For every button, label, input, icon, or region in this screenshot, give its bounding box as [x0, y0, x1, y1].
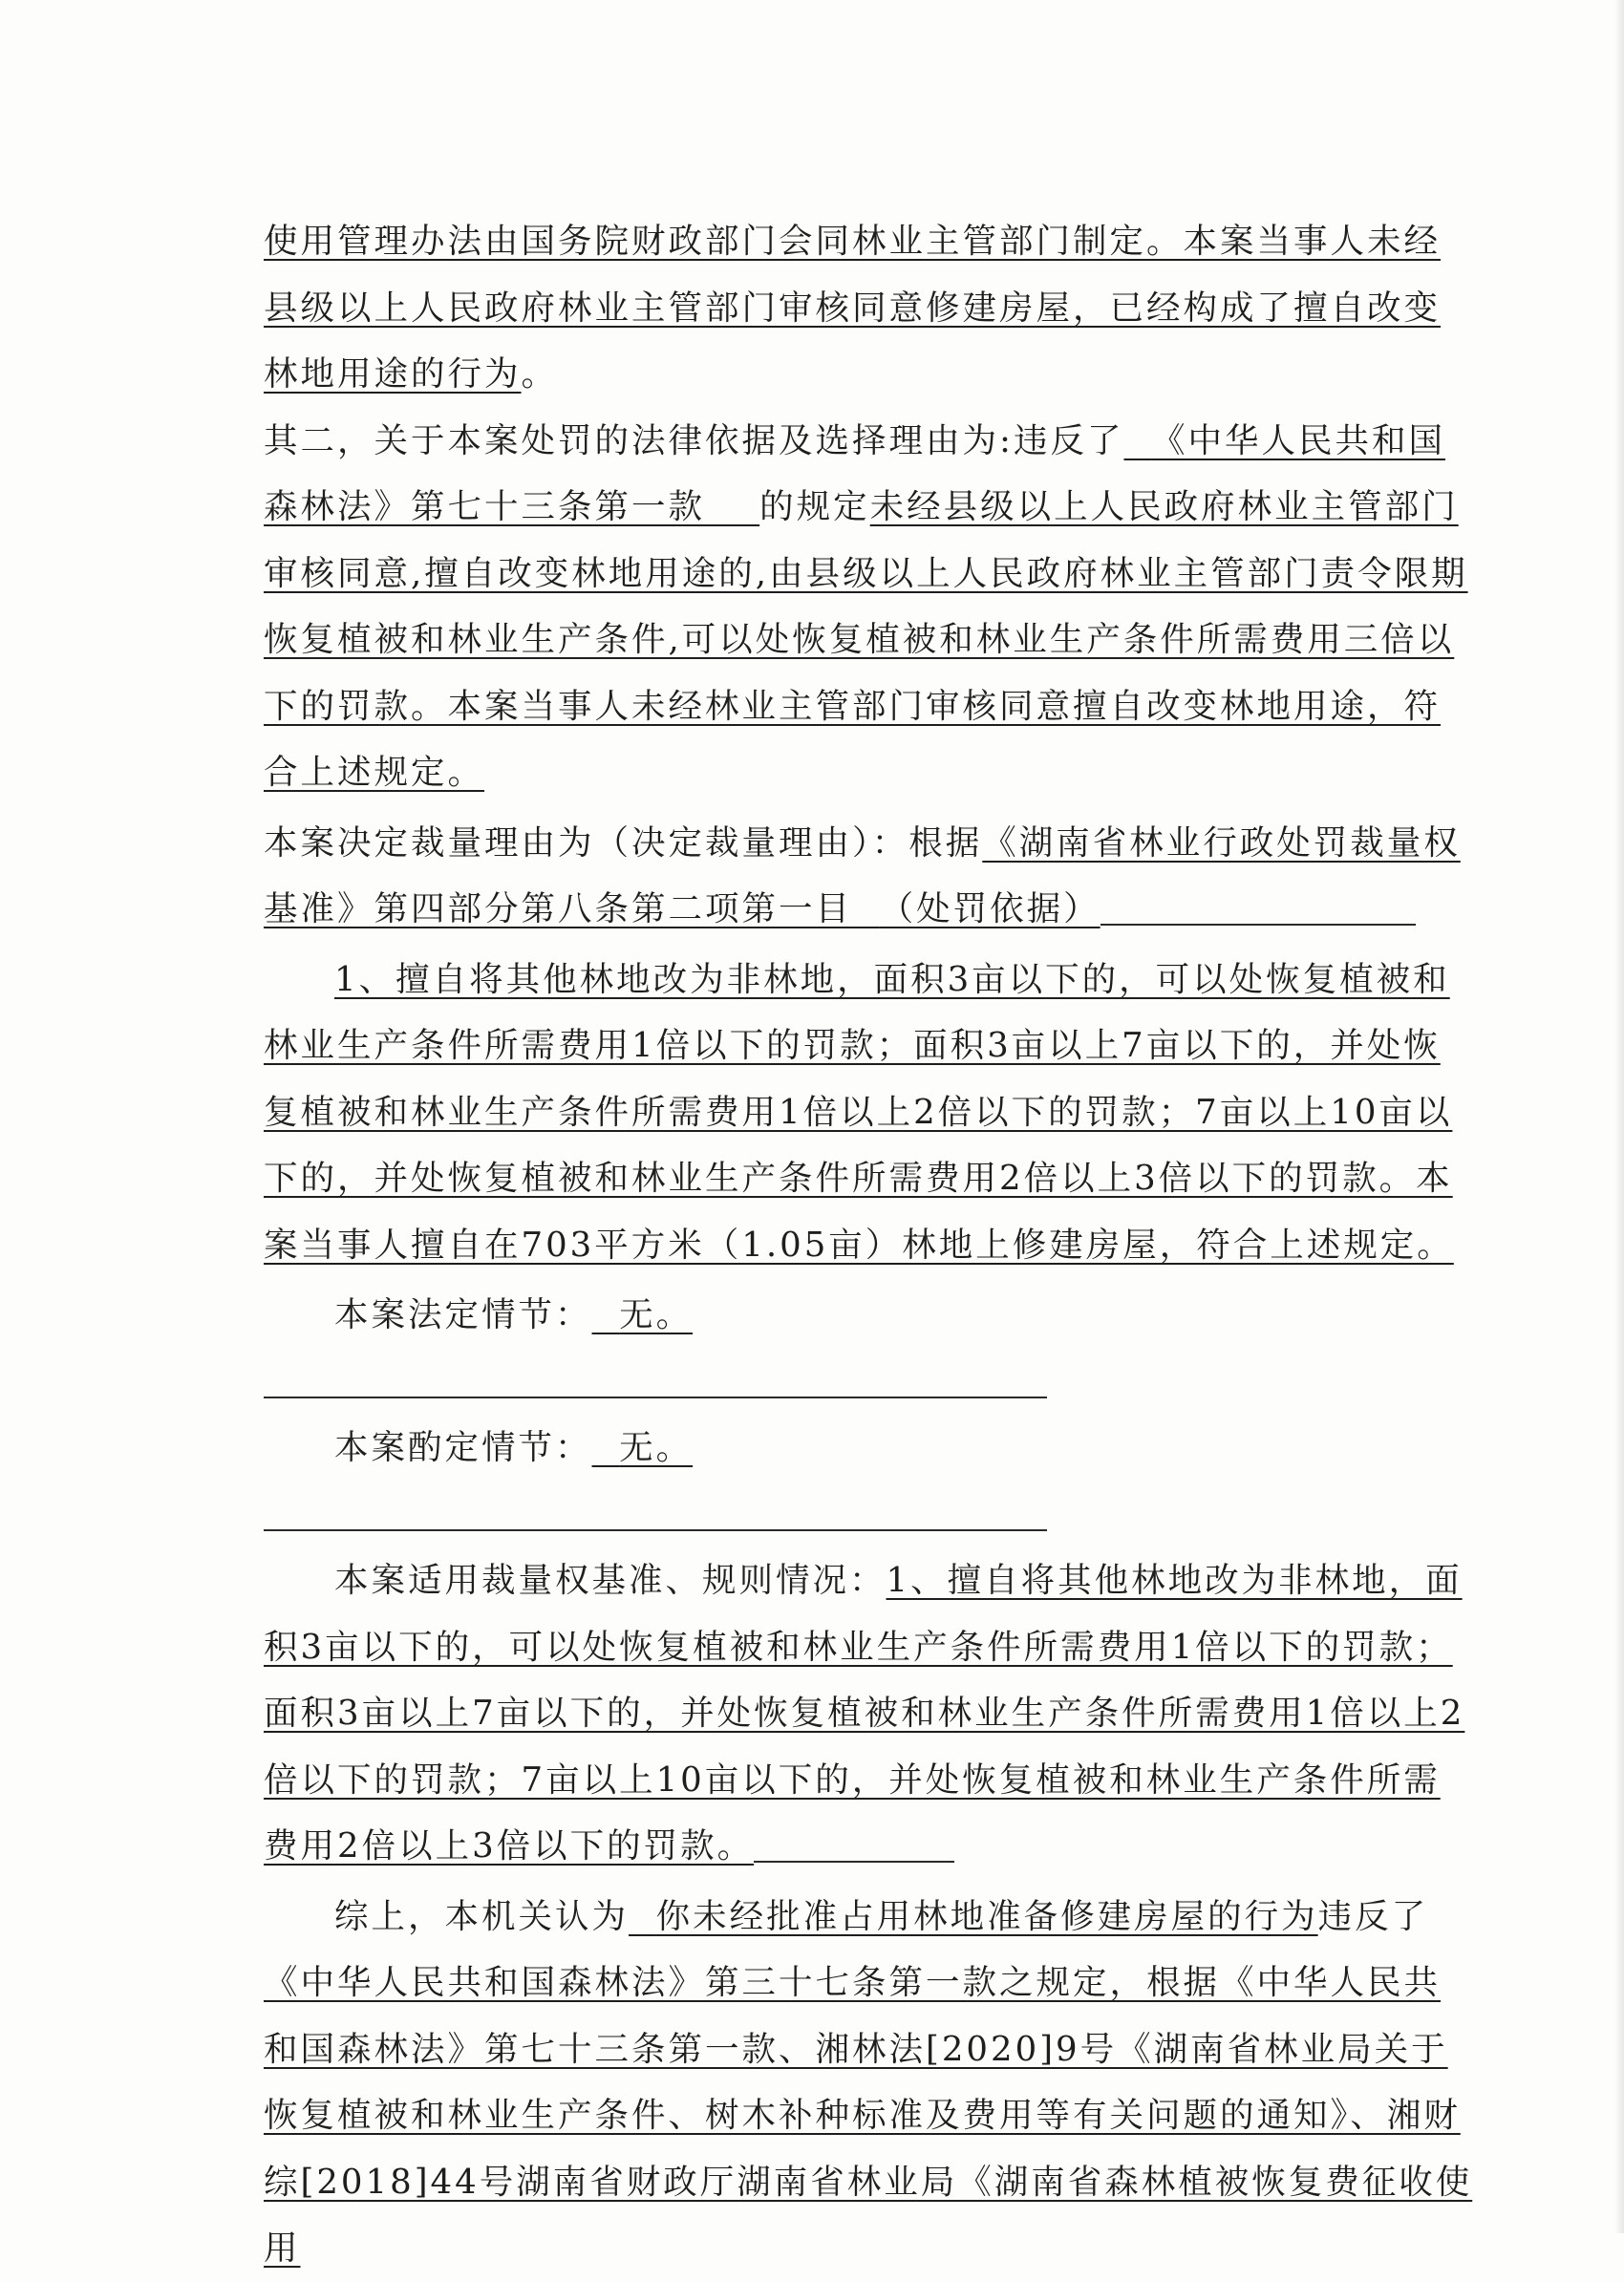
- paragraph-1-tail: 。: [521, 354, 559, 394]
- paragraph-8-legal-basis: 《中华人民共和国森林法》第三十七条第一款之规定，根据《中华人民共和国森林法》第七十三条第一款、湘林法[2020]9号《湖南省林业局关于恢复植被和林业生产条件、树木补种标准及费用等有关问题的通知》、湘财综[2018]44号湖南省财政厅湖南省林业局《湖南省森林植被恢复费征收使用: [264, 1963, 1473, 2268]
- paragraph-7: [264, 1547, 1475, 1880]
- paragraph-7-label: 本案适用裁量权基准、规则情况：: [334, 1561, 887, 1600]
- paragraph-3-basis-wrap: [852, 889, 1100, 928]
- paragraph-5-statutory: [264, 1282, 1475, 1415]
- paragraph-3-intro: 本案决定裁量理由为（决定裁量理由）：根据: [264, 822, 983, 863]
- paragraph-2-intro: 其二，关于本案处罚的法律依据及选择理由为:违反了: [264, 420, 1124, 460]
- paragraph-5-value-wrap: [592, 1295, 694, 1334]
- paragraph-3-basis: （处罚依据）: [879, 889, 1100, 928]
- paragraph-6-blank-line: [264, 1495, 1047, 1531]
- paragraph-3-standard-ref: 《湖南省林业行政处罚裁量权基准》第四部分第八条第二项第一目: [264, 822, 1461, 928]
- paragraph-6-value-wrap: [592, 1428, 694, 1467]
- paragraph-6-discretionary: [264, 1415, 1475, 1547]
- paragraph-5-blank-line: [264, 1362, 1047, 1398]
- paragraph-8: [264, 1884, 1475, 2282]
- paragraph-4: 1、擅自将其他林地改为非林地，面积3亩以下的，可以处恢复植被和林业生产条件所需费用1倍以下的罚款；面积3亩以上7亩以下的，并处恢复植被和林业生产条件所需费用1倍以上2倍以下的罚款；7亩以上10亩以下的，并处恢复植被和林业生产条件所需费用2倍以上3倍以下的罚款。本案当事人擅自在703平方米（1.05亩）林地上修建房屋，符合上述规定。: [264, 959, 1454, 1265]
- document-body: [264, 208, 1475, 2282]
- paragraph-5-label: 本案法定情节：: [334, 1295, 592, 1334]
- paragraph-7-text: 1、擅自将其他林地改为非林地，面积3亩以下的，可以处恢复植被和林业生产条件所需费用1倍以下的罚款；面积3亩以上7亩以下的，并处恢复植被和林业生产条件所需费用1倍以上2倍以下的罚款；7亩以上10亩以下的，并处恢复植被和林业生产条件所需费用2倍以上3倍以下的罚款。: [264, 1561, 1465, 1866]
- paragraph-2-provision: 未经县级以上人民政府林业主管部门审核同意,擅自改变林地用途的,由县级以上人民政府林业主管部门责令限期恢复植被和林业生产条件,可以处恢复植被和林业生产条件所需费用三倍以下的罚款。本案当事人未经林业主管部门审核同意擅自改变林地用途，符合上述规定。: [264, 487, 1468, 792]
- paragraph-1: [264, 208, 1475, 408]
- paragraph-2: [264, 408, 1475, 806]
- paragraph-8-finding-text: 你未经批准占用林地准备修建房屋的行为: [655, 1896, 1318, 1936]
- paragraph-2-connector: 的规定: [759, 487, 870, 526]
- paragraph-6-value: 无。: [619, 1428, 694, 1467]
- paragraph-2-law-name: 《中华人民共和国森林法》第七十三条第一款: [264, 420, 1446, 526]
- paragraph-8-finding: [629, 1897, 1318, 1936]
- paragraph-8-intro: 综上，本机关认为: [334, 1896, 630, 1936]
- paragraph-3-blank-line: [1100, 890, 1416, 927]
- paragraph-3: [264, 810, 1475, 943]
- paragraph-6-label: 本案酌定情节：: [334, 1428, 592, 1467]
- paragraph-1-text: 使用管理办法由国务院财政部门会同林业主管部门制定。本案当事人未经县级以上人民政府林业主管部门审核同意修建房屋，已经构成了擅自改变林地用途的行为: [264, 222, 1442, 394]
- paragraph-5-value: 无。: [619, 1295, 694, 1334]
- paragraph-8-connector: 违反了: [1317, 1896, 1429, 1936]
- scan-edge-shadow: [1614, 0, 1624, 2233]
- paragraph-7-blank-line: [754, 1827, 954, 1864]
